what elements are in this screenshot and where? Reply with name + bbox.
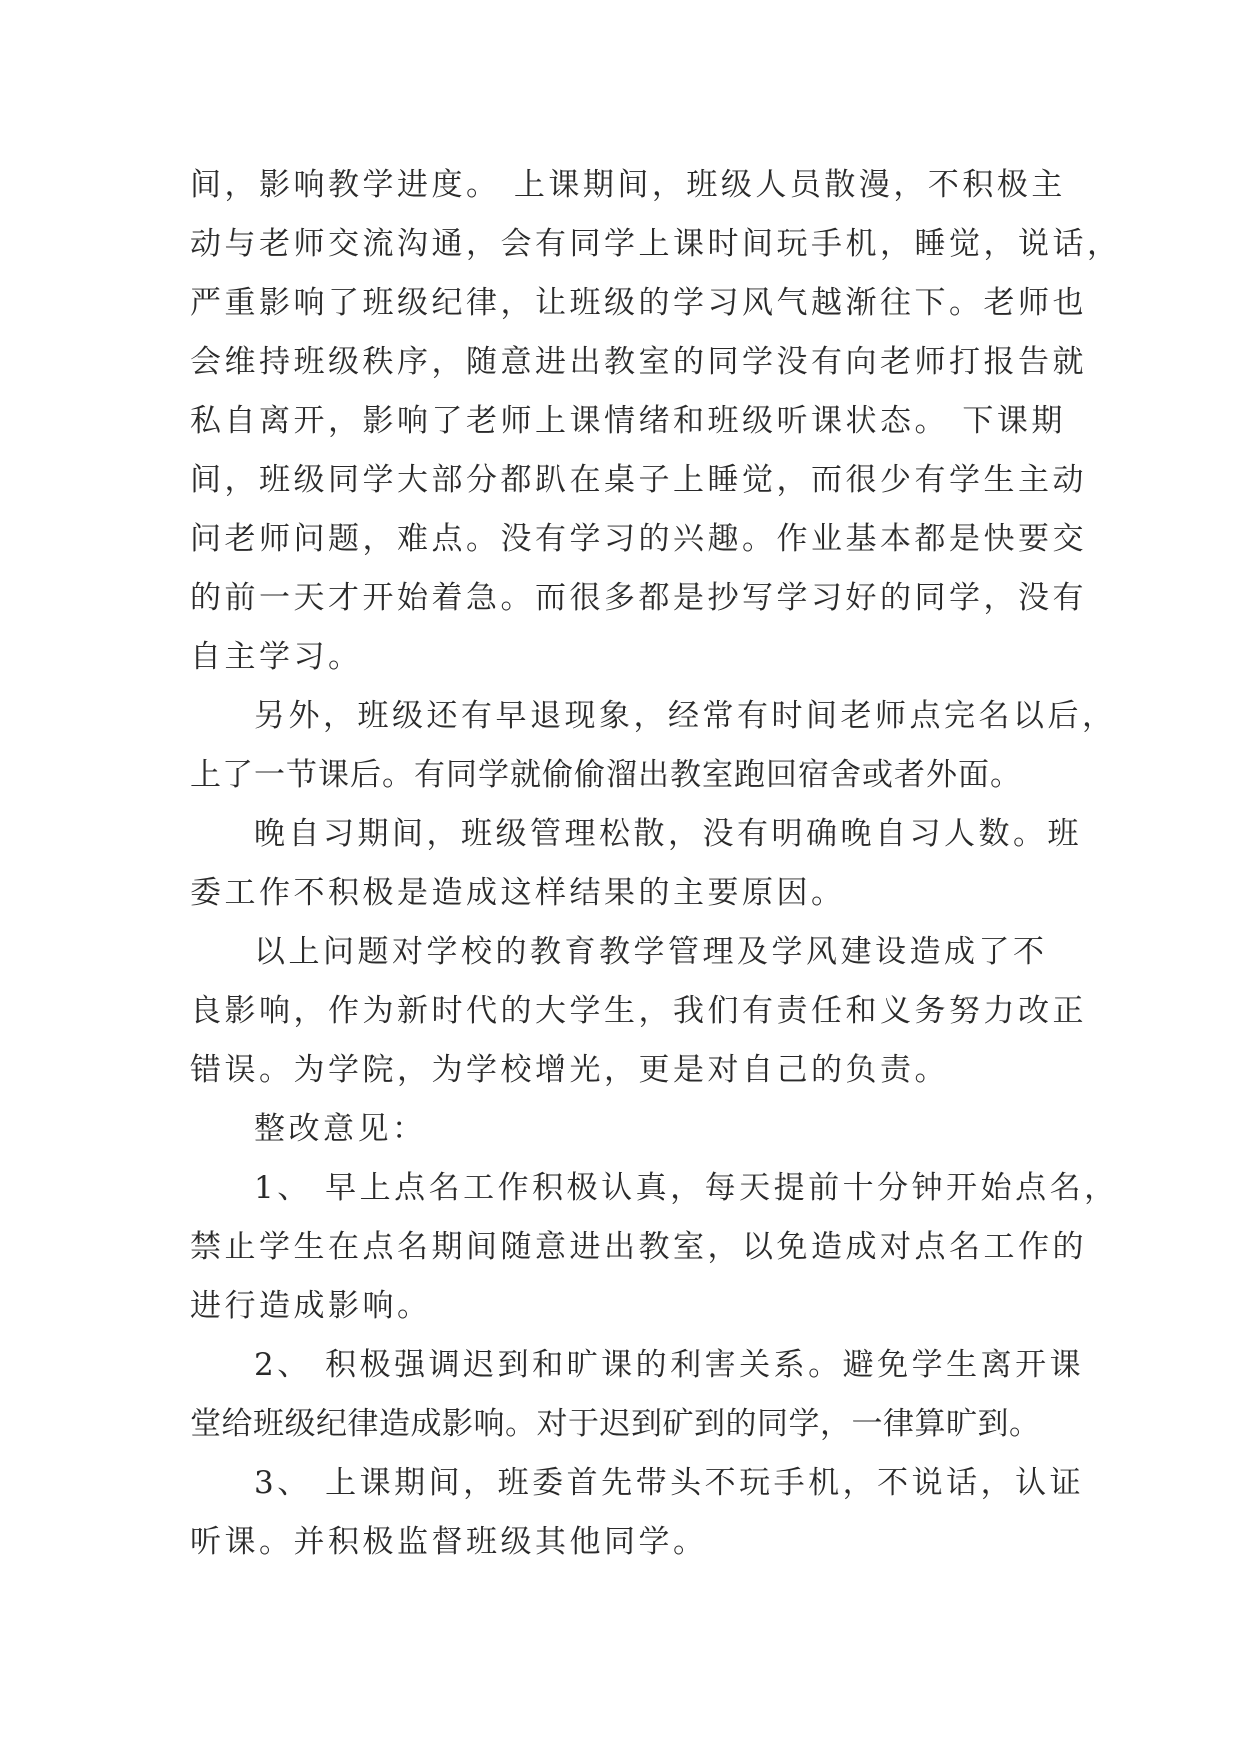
text-line: 错误。为学院，为学校增光，更是对自己的负责。 <box>190 1052 949 1088</box>
paragraph-start-line: 晚自习期间，班级管理松散，没有明确晚自习人数。班 <box>254 816 1082 852</box>
text-line: 间，影响教学进度。 上课期间，班级人员散漫，不积极主 <box>190 167 1066 203</box>
text-line: 问老师问题，难点。没有学习的兴趣。作业基本都是快要交 <box>190 521 1087 557</box>
text-line: 自主学习。 <box>190 639 363 675</box>
list-item-start-line: 2、 积极强调迟到和旷课的利害关系。避免学生离开课 <box>254 1347 1085 1383</box>
text-line: 听课。并积极监督班级其他同学。 <box>190 1524 708 1560</box>
text-line: 间，班级同学大部分都趴在桌子上睡觉，而很少有学生主动 <box>190 462 1087 498</box>
text-line: 良影响，作为新时代的大学生，我们有责任和义务努力改正 <box>190 993 1087 1029</box>
list-item-start-line: 1、 早上点名工作积极认真，每天提前十分钟开始点名， <box>254 1170 1119 1206</box>
text-line: 会维持班级秩序，随意进出教室的同学没有向老师打报告就 <box>190 344 1087 380</box>
document-body <box>190 156 1122 1572</box>
text-line: 委工作不积极是造成这样结果的主要原因。 <box>190 875 846 911</box>
section-heading: 整改意见： <box>254 1111 427 1147</box>
paragraph-start-line: 另外，班级还有早退现象，经常有时间老师点完名以后， <box>254 698 1117 734</box>
text-line: 禁止学生在点名期间随意进出教室，以免造成对点名工作的 <box>190 1229 1087 1265</box>
paragraph-start-line: 以上问题对学校的教育教学管理及学风建设造成了不 <box>254 934 1048 970</box>
text-line: 进行造成影响。 <box>190 1288 432 1324</box>
text-line: 私自离开，影响了老师上课情绪和班级听课状态。 下课期 <box>190 403 1066 439</box>
text-line: 严重影响了班级纪律，让班级的学习风气越渐往下。老师也 <box>190 285 1087 321</box>
text-line: 动与老师交流沟通，会有同学上课时间玩手机，睡觉，说话， <box>190 226 1122 262</box>
text-line: 堂给班级纪律造成影响。对于迟到矿到的同学，一律算旷到。 <box>190 1406 1041 1442</box>
text-line: 上了一节课后。有同学就偷偷溜出教室跑回宿舍或者外面。 <box>190 757 1022 793</box>
list-item-start-line: 3、 上课期间，班委首先带头不玩手机，不说话，认证 <box>254 1465 1085 1501</box>
text-line: 的前一天才开始着急。而很多都是抄写学习好的同学，没有 <box>190 580 1087 616</box>
